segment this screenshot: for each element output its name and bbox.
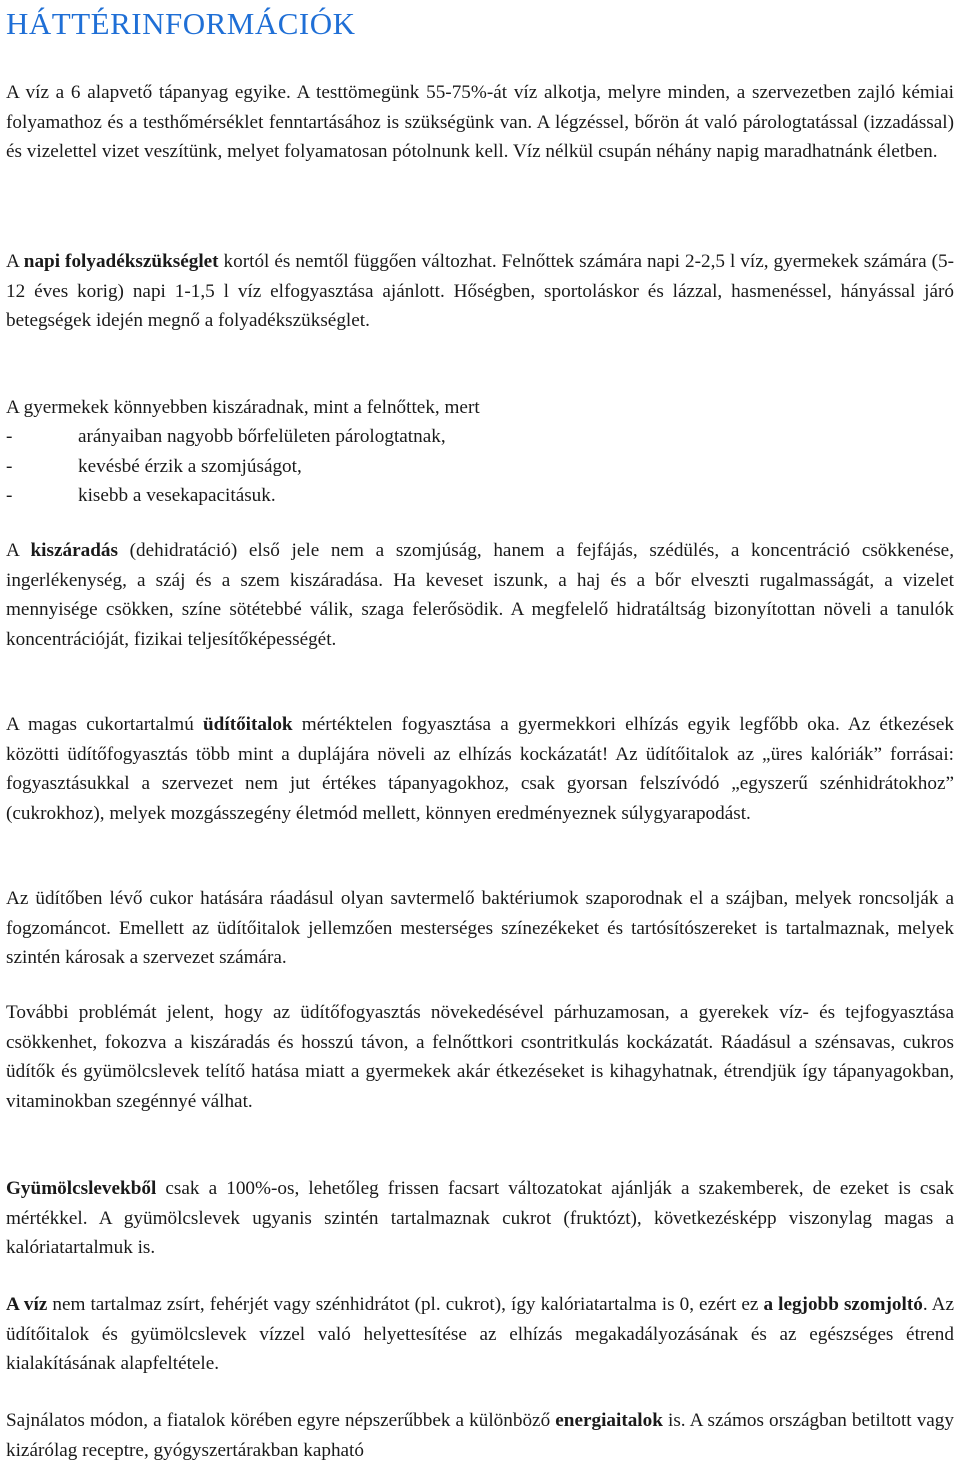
emphasis-dehydration: kiszáradás [30, 540, 118, 561]
list-item [6, 481, 954, 511]
list-item-text: kisebb a vesekapacitásuk. [78, 485, 276, 507]
dash-marker: - [6, 426, 13, 447]
document-page [6, 0, 954, 1461]
text-run: . Az üdítőitalok és gyümölcslevek vízzel való helyettesítése az elhízás megakadályozásának és az egészséges étrend kialakításának alapfeltétele. [6, 1294, 954, 1375]
paragraph-dehydration [6, 536, 954, 654]
paragraph-fruit-juices [6, 1174, 954, 1263]
text-run: kortól és nemtől függően változhat. Felnőttek számára napi 2-2,5 l víz, gyermekek számára (5-12 éves korig) napi 1-1,5 l víz elfogyasztása ajánlott. Hőségben, sportoláskor és lázzal, hasmenéssel, hányással járó betegségek idején megnő a folyadékszükséglet. [6, 251, 954, 332]
list-item [6, 422, 954, 452]
list-item-text: kevésbé érzik a szomjúságot, [78, 455, 302, 477]
dash-marker: - [6, 455, 13, 477]
text-run: mértéktelen fogyasztása a gyermekkori elhízás egyik legfőbb oka. Az étkezések közötti üdítőfogyasztás több mint a duplájára növeli az elhízás kockázatát! Az üdítőitalok az „üres kalóriák” forrásai: fogyasztásukkal a szervezet nem jut értékes tápanyagokhoz, csak gyorsan felszívódó „egyszerű szénhidrátokhoz” (cukrokhoz), melyek mozgásszegény életmód mellett, könnyen eredményeznek súlygyarapodást. [6, 714, 954, 824]
paragraph-children-intro: A gyermekek könnyebben kiszáradnak, mint a felnőttek, mert [6, 397, 480, 418]
text-run: A [6, 540, 31, 561]
emphasis-soft-drinks: üdítőitalok [203, 714, 293, 735]
text-run: A [6, 251, 24, 272]
dash-list [6, 422, 954, 511]
emphasis-fruit-juices: Gyümölcslevekből [6, 1178, 157, 1199]
list-item-text: arányaiban nagyobb bőrfelületen párologtatnak, [78, 426, 446, 447]
text-run: Sajnálatos módon, a fiatalok körében egyre népszerűbbek a különböző [6, 1410, 556, 1431]
emphasis-energy-drinks: energiaitalok [555, 1410, 663, 1431]
paragraph-water-intro: A víz a 6 alapvető tápanyag egyike. A testtömegünk 55-75%-át víz alkotja, melyre minden, a szervezetben zajló kémiai folyamathoz és a testhőmérséklet fenntartásához is szükségünk van. A légzéssel, bőrön át való párologtatással (izzadással) és vizelettel vizet veszítünk, melyet folyamatosan pótolnunk kell. Víz nélkül csupán néhány napig maradhatnánk életben. [6, 82, 954, 163]
text-run: nem tartalmaz zsírt, fehérjét vagy szénhidrátot (pl. cukrot), így kalóriatartalma is 0, ezért ez [47, 1294, 764, 1315]
paragraph-fluid-needs [6, 247, 954, 336]
emphasis-best-thirst-quencher: a legjobb szomjoltó [763, 1294, 923, 1315]
paragraph-further-problems: További problémát jelent, hogy az üdítőfogyasztás növekedésével párhuzamosan, a gyerekek víz- és tejfogyasztása csökkenhet, fokozva a kiszáradás és hosszú távon, a felnőttkori csontritkulás kockázatát. Ráadásul a szénsavas, cukros üdítők és gyümölcslevek telítő hatása miatt a gyermekek akár étkezéseket is kihagyhatnak, étrendjük így tápanyagokban, vitaminokban szegénnyé válhat. [6, 1002, 954, 1112]
emphasis-fluid-needs: napi folyadékszükséglet [23, 251, 219, 272]
paragraph-soft-drinks [6, 710, 954, 828]
text-run: (dehidratáció) első jele nem a szomjúság, hanem a fejfájás, szédülés, a koncentráció csökkenése, ingerlékenység, a száj és a szem kiszáradása. Ha keveset iszunk, a haj és a bőr elveszti rugalmasságát, a vizelet mennyisége csökken, színe sötétebbé válik, szaga felerősödik. A megfelelő hidratáltság bizonyítottan növeli a tanulók koncentrációját, fizikai teljesítőképességét. [6, 540, 954, 650]
paragraph-energy-drinks [6, 1406, 954, 1465]
list-item [6, 452, 954, 482]
dash-marker: - [6, 485, 13, 507]
paragraph-water-best [6, 1290, 954, 1379]
emphasis-water: A víz [6, 1294, 48, 1315]
text-run: csak a 100%-os, lehetőleg frissen facsart változatokat ajánlják a szakemberek, de ezeket is csak mértékkel. A gyümölcslevek ugyanis szintén tartalmaznak cukrot (fruktózt), következésképp viszonylag magas a kalóriatartalmuk is. [6, 1178, 954, 1259]
text-run: is. A számos országban betiltott vagy kizárólag receptre, gyógyszertárakban kapható [6, 1410, 954, 1461]
paragraph-sugar-teeth: Az üdítőben lévő cukor hatására ráadásul olyan savtermelő baktériumok szaporodnak el a szájban, melyek roncsolják a fogzománcot. Emellett az üdítőitalok jellemzően mesterséges színezékeket és tartósítószereket is tartalmaznak, melyek szintén károsak a szervezet számára. [6, 888, 954, 969]
text-run: A magas cukortartalmú [6, 714, 204, 735]
page-title: HÁTTÉRINFORMÁCIÓK [6, 6, 356, 41]
